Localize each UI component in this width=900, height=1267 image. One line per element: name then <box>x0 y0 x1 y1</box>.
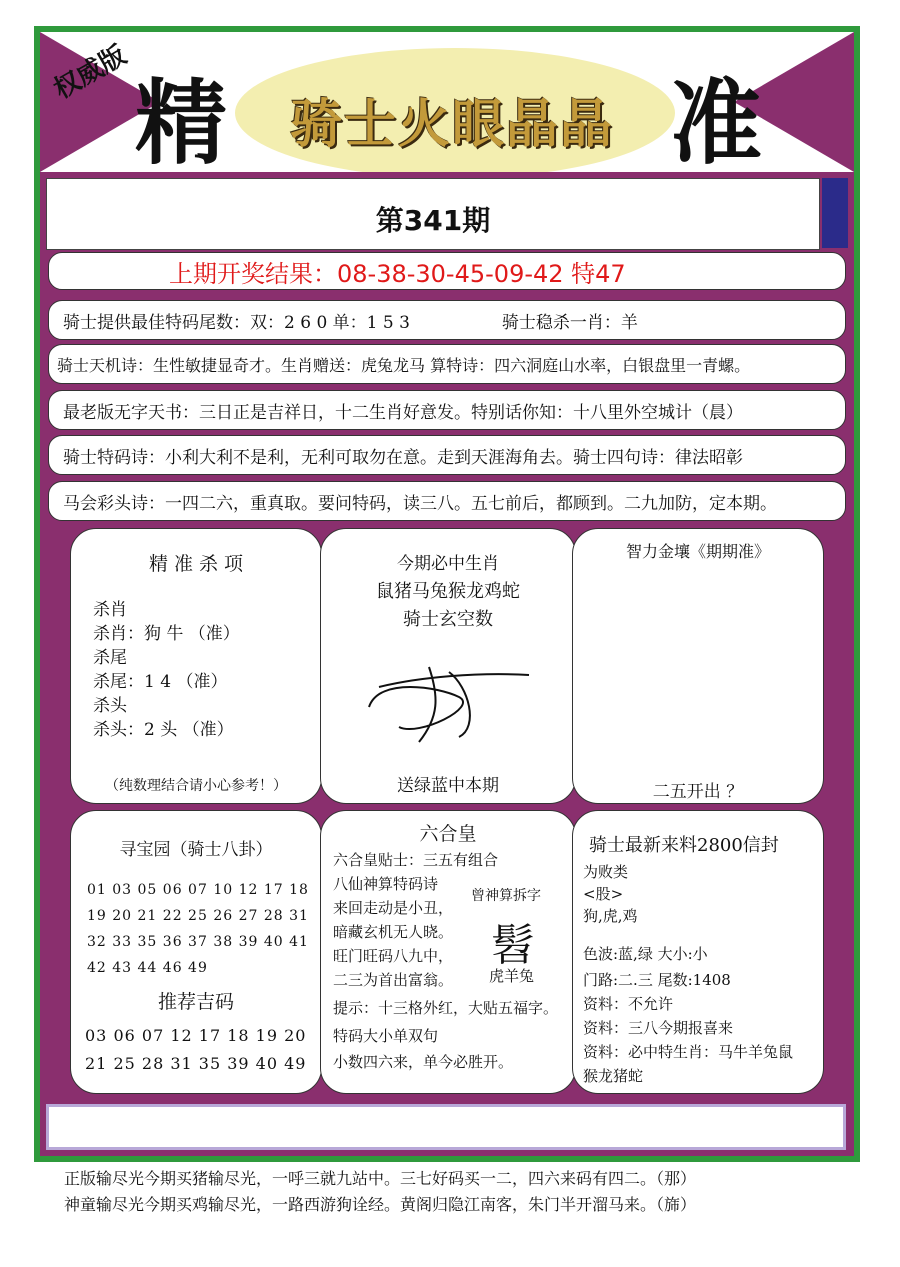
kill-line-4: 杀尾：1 4 （准） <box>93 672 228 692</box>
letter-line-2: <股> <box>583 885 624 903</box>
treasure-title: 寻宝园（骑士八卦） <box>119 840 273 860</box>
kill-line-2: 杀肖：狗 牛 （准） <box>93 624 240 644</box>
info-row-1 <box>48 300 846 340</box>
treasure-nums-2: 19 20 21 22 25 26 27 28 31 <box>87 908 309 924</box>
lhh-side-bottom: 虎羊兔 <box>489 967 535 985</box>
issue-bar <box>46 178 820 250</box>
lhh-line-9: 小数四六来，单今必胜开。 <box>333 1053 514 1071</box>
liuhehuang-box <box>320 810 576 1094</box>
last-result: 上期开奖结果：08-38-30-45-09-42 特47 <box>48 252 846 290</box>
issue-side-block <box>822 178 848 248</box>
info-row-1-right: 骑士稳杀一肖：羊 <box>501 312 638 333</box>
qiqizhun-bottom: 二五开出 ？ <box>652 782 744 802</box>
must-win-line-1: 今期必中生肖 <box>397 554 499 574</box>
qiqizhun-title: 智力金壤《期期准》 <box>625 542 770 561</box>
info-row-1-left: 骑士提供最佳特码尾数：双：2 6 0 单：1 5 3 <box>63 312 410 333</box>
qiqizhun-box <box>572 528 824 804</box>
kill-line-6: 杀头：2 头 （准） <box>93 720 234 740</box>
info-row-5: 马会彩头诗：一四二六，重真取。要问特码，读三八。五七前后，都顾到。二九加防，定本期。 <box>48 481 846 521</box>
letter-line-1: 为败类 <box>583 863 629 881</box>
lhh-line-8: 特码大小单双句 <box>333 1027 439 1045</box>
letter-line-6: 门路:二.三 尾数:1408 <box>583 971 731 989</box>
lhh-side-label: 曾神算拆字 <box>471 888 541 904</box>
bottom-blank-bar <box>46 1104 846 1150</box>
lhh-line-4: 暗藏玄机无人晓。 <box>333 923 454 941</box>
info-row-3: 最老版无字天书：三日正是吉祥日，十二生肖好意发。特别话你知：十八里外空城计（晨） <box>48 390 846 430</box>
liuhehuang-title: 六合皇 <box>419 823 477 845</box>
letter-line-3: 狗,虎,鸡 <box>583 907 638 925</box>
lhh-line-5: 旺门旺码八九中， <box>333 947 454 965</box>
issue-number: 第341期 <box>375 204 491 237</box>
lhh-big-char: 髫 <box>491 920 535 971</box>
lhh-line-3: 来回走动是小丑， <box>333 899 454 917</box>
must-win-box <box>320 528 576 804</box>
info-row-4: 骑士特码诗：小利大利不是利，无利可取勿在意。走到天涯海角去。骑士四句诗：律法昭彰 <box>48 435 846 475</box>
stamp-label: 权威版 <box>48 40 132 106</box>
letter-line-10: 猴龙猪蛇 <box>583 1067 644 1085</box>
title-right-char: 准 <box>670 69 763 172</box>
lhh-line-2: 八仙神算特码诗 <box>333 875 439 893</box>
must-win-line-2: 鼠猪马兔猴龙鸡蛇 <box>376 581 520 602</box>
letter-line-8: 资料：三八今期报喜来 <box>583 1019 734 1037</box>
treasure-nums-3: 32 33 35 36 37 38 39 40 41 <box>87 934 309 950</box>
letter-title: 骑士最新来料2800信封 <box>589 835 779 856</box>
kill-note: （纯数理结合请小心参考！） <box>105 778 287 794</box>
footer-line-2: 神童输尽光今期买鸡输尽光，一路西游狗诠经。黄阁归隐江南客，朱门半开溜马来。（旆） <box>64 1195 697 1214</box>
outer-frame <box>34 26 860 1162</box>
letter-box <box>572 810 824 1094</box>
letter-line-9: 资料：必中特生肖：马牛羊兔鼠 <box>583 1043 794 1061</box>
treasure-nums-4: 42 43 44 46 49 <box>87 960 208 976</box>
kill-items-box <box>70 528 322 804</box>
header <box>40 32 854 172</box>
recommend-nums-2: 21 25 28 31 35 39 40 49 <box>85 1054 307 1073</box>
kill-line-1: 杀肖 <box>93 600 127 620</box>
title-left-char: 精 <box>135 69 228 172</box>
letter-line-5: 色波:蓝,绿 大小:小 <box>583 945 708 963</box>
lhh-line-7: 提示：十三格外红，大贴五福字。 <box>333 999 559 1017</box>
main-panel <box>40 32 854 1156</box>
must-win-line-3: 骑士玄空数 <box>403 609 493 630</box>
lhh-line-1: 六合皇贴士：三五有组合 <box>333 851 499 869</box>
lhh-line-6: 二三为首出富翁。 <box>333 971 454 989</box>
info-row-2: 骑士天机诗：生性敏捷显奇才。生肖赠送：虎兔龙马 算特诗：四六洞庭山水率，白银盘里一青螺。 <box>48 344 846 384</box>
kill-line-5: 杀头 <box>93 696 127 716</box>
recommend-title: 推荐吉码 <box>157 991 234 1013</box>
treasure-box <box>70 810 322 1094</box>
kill-items-title: 精 准 杀 项 <box>148 553 244 575</box>
signature-scribble <box>359 647 539 747</box>
recommend-nums-1: 03 06 07 12 17 18 19 20 <box>85 1026 307 1045</box>
letter-line-7: 资料：不允许 <box>583 995 674 1013</box>
must-win-bottom: 送绿蓝中本期 <box>397 776 499 796</box>
footer-line-1: 正版输尽光今期买猪输尽光，一呼三就九站中。三七好码买一二，四六来码有四二。（那） <box>64 1169 697 1188</box>
subtitle: 骑士火眼晶晶 <box>290 94 615 155</box>
treasure-nums-1: 01 03 05 06 07 10 12 17 18 <box>87 882 309 898</box>
kill-line-3: 杀尾 <box>93 648 127 668</box>
